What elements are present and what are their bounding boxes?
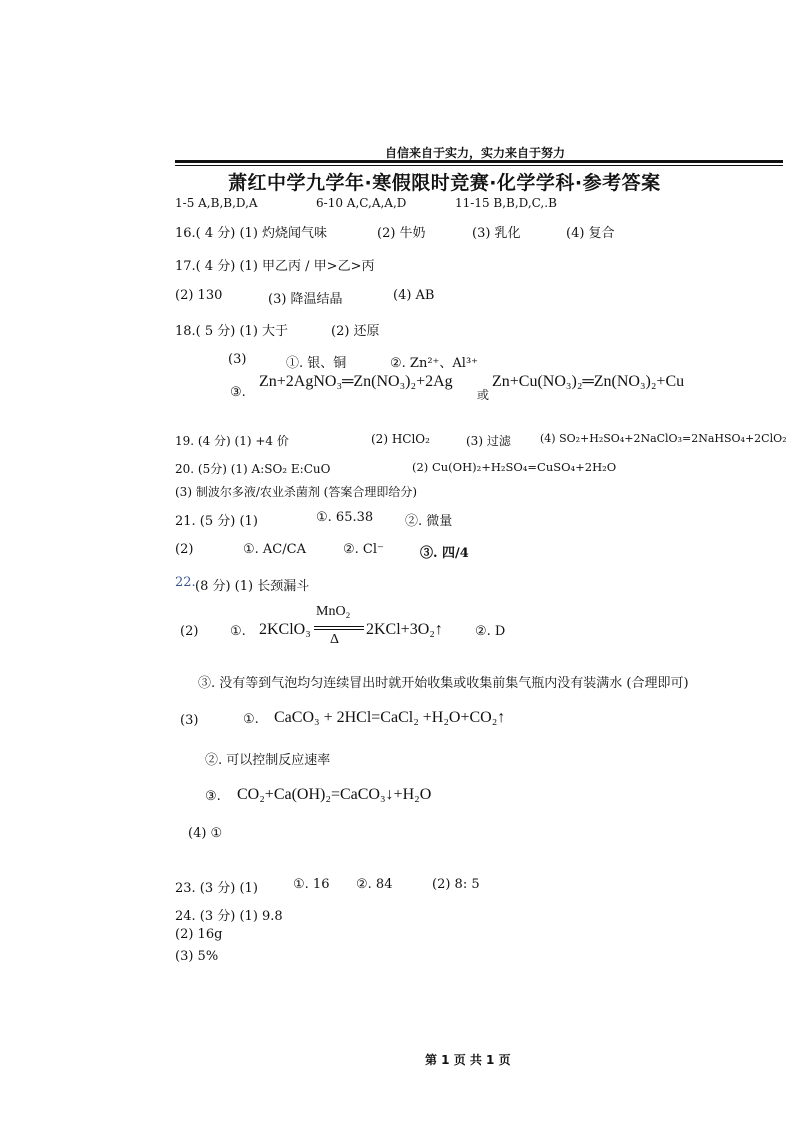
q22-p3: (3) (180, 713, 199, 728)
q22-t2: ②. 可以控制反应速率 (205, 753, 331, 768)
q20-head: 20. (5分) (1) A:SO₂ E:CuO (175, 462, 331, 476)
q18-equation-b: Zn+Cu(NO₃)₂═Zn(NO₃)₂+Cu (492, 373, 685, 390)
q18-s3: ③. (230, 385, 246, 400)
q18-head: 18.( 5 分) (1) 大于 (175, 324, 289, 339)
page-title: 萧红中学九学年·寒假限时竞赛·化学学科·参考答案 (228, 172, 661, 194)
q18-p3: (3) (228, 352, 247, 367)
q23-s1: ①. 16 (293, 877, 330, 892)
q21-s1: ①. 65.38 (316, 510, 374, 525)
mc-group-2: 6-10 A,C,A,A,D (316, 196, 407, 210)
q19-a4: (4) SO₂+H₂SO₄+2NaClO₃=2NaHSO₄+2ClO₂ (540, 432, 787, 445)
q16-a3: (3) 乳化 (472, 226, 521, 241)
q22-eq-left: 2KClO₃ (259, 621, 311, 638)
q22-eq-heat: Δ (330, 632, 340, 647)
q22-t1: ①. (243, 712, 259, 727)
q17-a4: (4) AB (393, 288, 435, 303)
q22-p2: (2) (180, 624, 199, 639)
q22-t3: ③. (205, 789, 221, 804)
q17-a2: (2) 130 (175, 288, 223, 303)
q16-a2: (2) 牛奶 (377, 226, 426, 241)
q21-p2: (2) (175, 542, 194, 557)
q22-eq-catalyst: MnO₂ (316, 604, 351, 619)
q21-t1: ①. AC/CA (243, 542, 306, 557)
q22-eq3: CO₂+Ca(OH)₂=CaCO₃↓+H₂O (237, 786, 432, 803)
q20-a3: (3) 制波尔多液/农业杀菌剂 (答案合理即给分) (175, 485, 418, 499)
q22-s1: ①. (230, 624, 246, 639)
q18-equation-a: Zn+2AgNO₃═Zn(NO₃)₂+2Ag (259, 373, 453, 390)
q18-s1: ①. 银、铜 (286, 356, 347, 371)
q23-head: 23. (3 分) (1) (175, 881, 258, 896)
q22-s2: ②. D (475, 624, 506, 639)
q24-a2: (2) 16g (175, 927, 223, 942)
q18-s2: ②. Zn²⁺、Al³⁺ (390, 356, 479, 371)
q21-t2: ②. Cl⁻ (343, 542, 384, 557)
q22-eq1: CaCO₃ + 2HCl=CaCl₂ +H₂O+CO₂↑ (274, 709, 506, 726)
header-rule-thin (175, 165, 783, 166)
q23-s2: ②. 84 (356, 877, 393, 892)
q21-head: 21. (5 分) (1) (175, 514, 258, 529)
q21-t3: ③. 四/4 (420, 546, 469, 561)
q23-a2: (2) 8: 5 (432, 877, 480, 892)
header-motto: 自信来自于实力，实力来自于努力 (385, 146, 566, 160)
q20-a2: (2) Cu(OH)₂+H₂SO₄=CuSO₄+2H₂O (412, 460, 617, 474)
q16-a4: (4) 复合 (566, 226, 615, 241)
q24-head: 24. (3 分) (1) 9.8 (175, 909, 283, 924)
q24-a3: (3) 5% (175, 949, 219, 964)
q22-eq-bar-lower (314, 629, 364, 630)
q16-head: 16.( 4 分) (1) 灼烧闻气味 (175, 226, 328, 241)
q21-s2: ②. 微量 (405, 514, 453, 529)
q19-a3: (3) 过滤 (466, 434, 511, 448)
mc-group-3: 11-15 B,B,D,C,.B (455, 196, 557, 210)
q22-eq-bar-upper (314, 626, 364, 627)
header-rule-thick (175, 160, 783, 163)
q18-a2: (2) 还原 (331, 324, 380, 339)
q19-head: 19. (4 分) (1) +4 价 (175, 434, 289, 448)
q22-s3: ③. 没有等到气泡均匀连续冒出时就开始收集或收集前集气瓶内没有装满水 (合理即可) (198, 676, 689, 691)
q22-number: 22. (175, 575, 196, 590)
q22-p4: (4) ① (188, 826, 223, 841)
q19-a2: (2) HClO₂ (371, 432, 430, 446)
q17-head: 17.( 4 分) (1) 甲乙丙 / 甲>乙>丙 (175, 259, 375, 274)
page-footer: 第 1 页 共 1 页 (425, 1053, 511, 1067)
q17-a3: (3) 降温结晶 (268, 292, 343, 307)
q22-eq-right: 2KCl+3O₂↑ (366, 621, 443, 638)
mc-group-1: 1-5 A,B,B,D,A (175, 196, 258, 210)
q22-head: (8 分) (1) 长颈漏斗 (195, 579, 310, 594)
q18-or: 或 (477, 388, 490, 402)
